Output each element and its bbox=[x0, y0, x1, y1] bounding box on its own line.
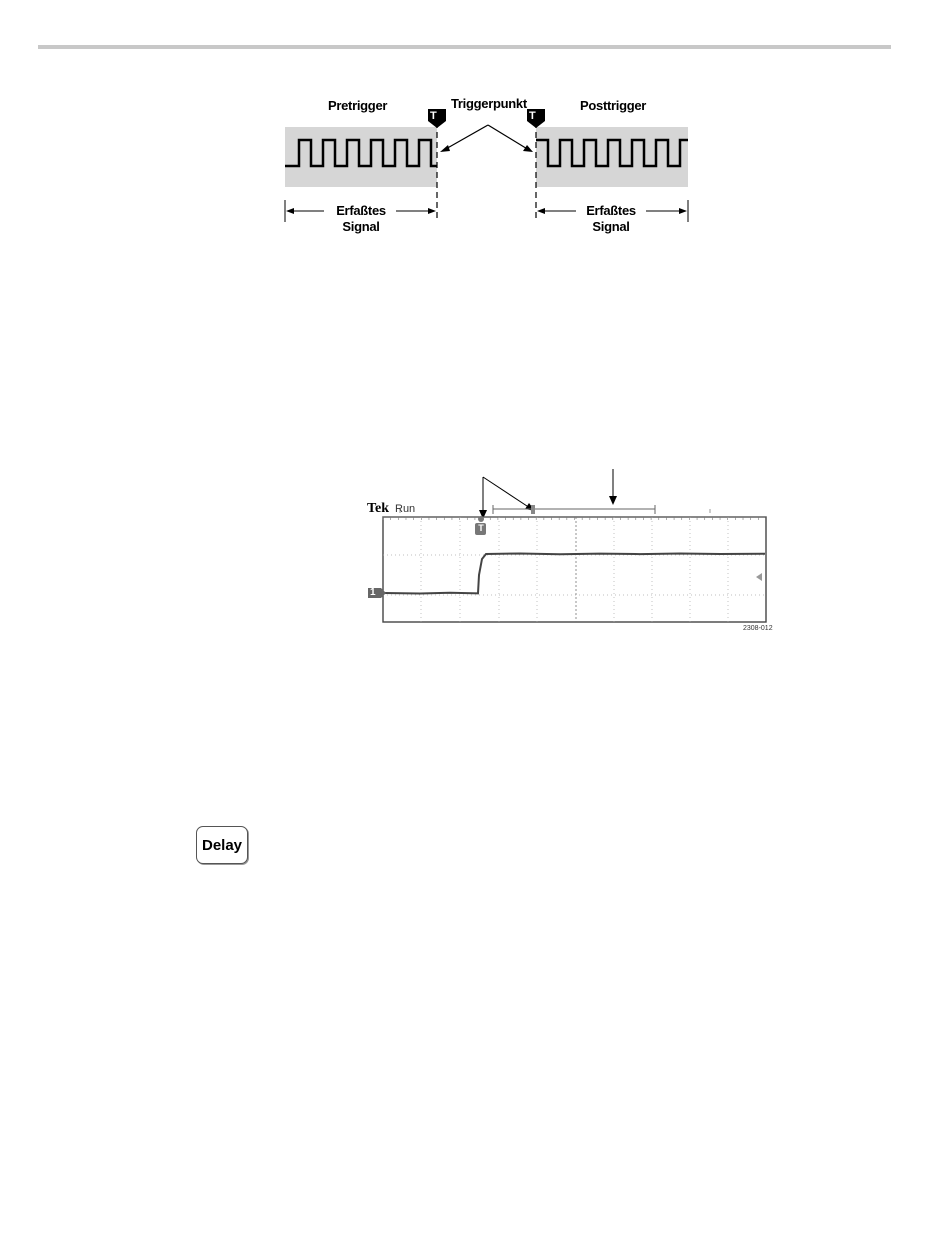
figure-id: 2308-012 bbox=[743, 625, 773, 632]
acquired-signal-right-line2: Signal bbox=[592, 219, 630, 234]
record-view-bracket bbox=[493, 505, 655, 514]
oscilloscope-screenshot bbox=[360, 465, 780, 645]
triggerpoint-label: Triggerpunkt bbox=[451, 96, 527, 111]
trigger-marker-right-label: T bbox=[529, 110, 536, 122]
graticule-frame bbox=[383, 517, 766, 622]
pretrigger-shaded-area bbox=[285, 127, 437, 187]
pretrigger-posttrigger-diagram bbox=[278, 90, 698, 240]
acquired-signal-left-line2: Signal bbox=[342, 219, 380, 234]
header-rule bbox=[38, 45, 891, 49]
acquisition-status: Run bbox=[395, 503, 416, 515]
channel-marker-label: 1 bbox=[370, 587, 376, 598]
posttrigger-label: Posttrigger bbox=[580, 98, 647, 113]
delay-button[interactable]: Delay bbox=[196, 826, 248, 864]
trigger-marker-label: T bbox=[478, 523, 484, 533]
tek-brand: Tek bbox=[367, 501, 390, 516]
pretrigger-label: Pretrigger bbox=[328, 98, 388, 113]
trigger-marker-left-label: T bbox=[430, 110, 437, 122]
acquired-signal-right-line1: Erfaßtes bbox=[586, 203, 636, 218]
acquired-signal-left-line1: Erfaßtes bbox=[336, 203, 386, 218]
